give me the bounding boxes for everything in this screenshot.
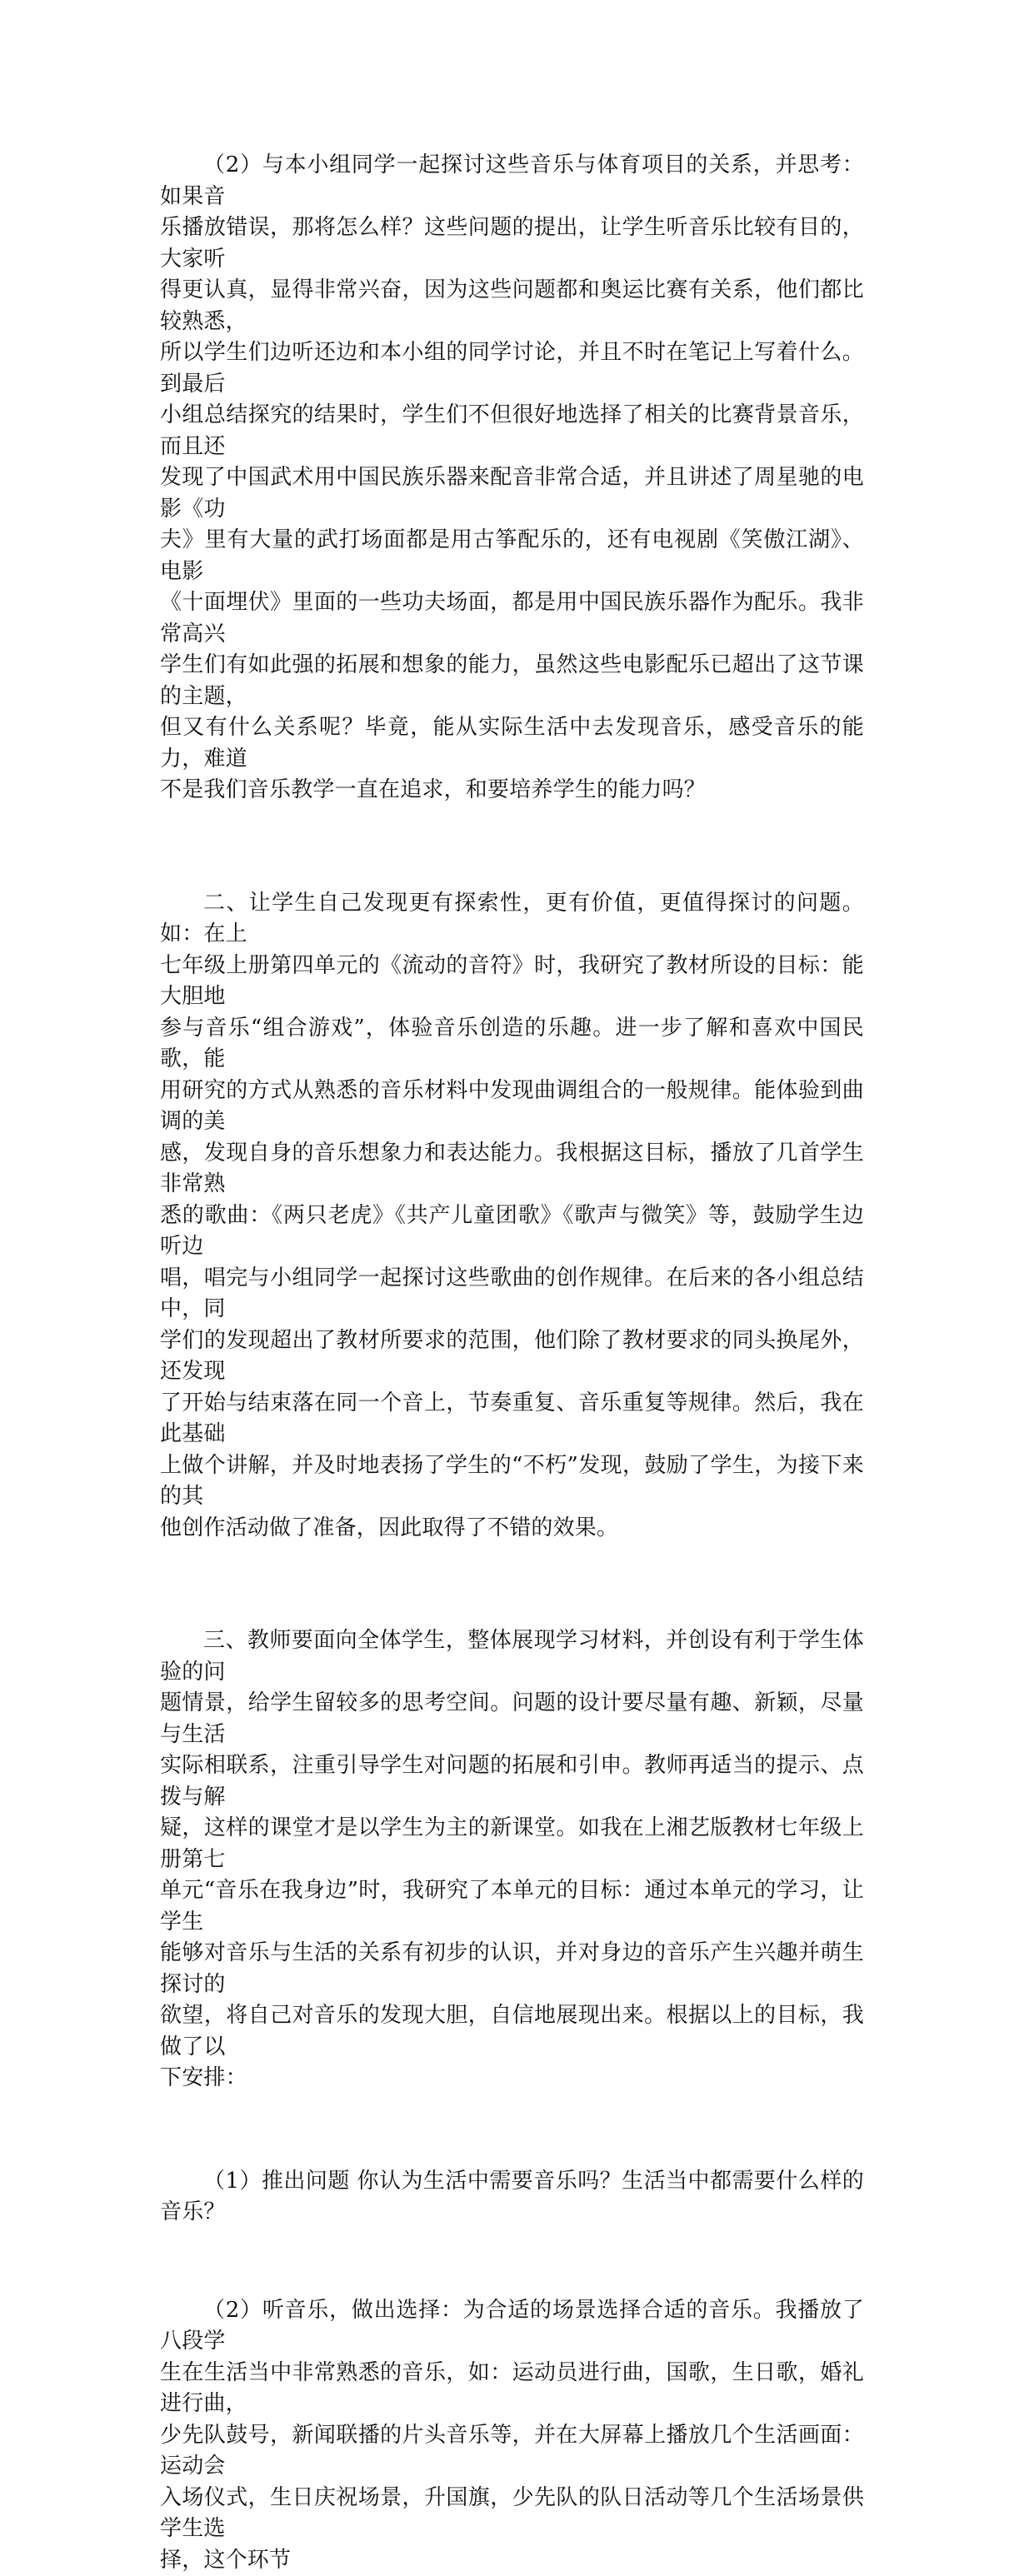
document-page (160, 150, 864, 2576)
paragraph-gap (160, 806, 864, 888)
paragraph-step-1: （1）推出问题 你认为生活中需要音乐吗？生活当中都需要什么样的音乐？ (160, 2166, 864, 2229)
paragraph-teacher-role: 三、教师要面向全体学生，整体展现学习材料，并创设有利于学生体验的问 题情景，给学生留较多的思考空间。问题的设计要尽量有趣、新颖，尽量与生活 实际相联系，注重引导学生对问题的拓展和引申。教师再适当的提示、点拨与解 疑，这样的课堂才是以学生为主的新课堂。如我在上湘艺版教材七年级上册第七 单元“音乐在我身边”时，我研究了本单元的目标：通过本单元的学习，让学生 能够对音乐与生活的关系有初步的认识，并对身边的音乐产生兴趣并萌生探讨的 欲望，将自己对音乐的发现大胆，自信地展现出来。根据以上的目标，我做了以 下安排： (160, 1625, 864, 2094)
paragraph-discovery: 二、让学生自己发现更有探索性，更有价值，更值得探讨的问题。如：在上 七年级上册第四单元的《流动的音符》时，我研究了教材所设的目标：能大胆地 参与音乐“组合游戏”，体验音乐创造的乐趣。进一步了解和喜欢中国民歌，能 用研究的方式从熟悉的音乐材料中发现曲调组合的一般规律。能体验到曲调的美 感，发现自身的音乐想象力和表达能力。我根据这目标，播放了几首学生非常熟 悉的歌曲：《两只老虎》《共产儿童团歌》《歌声与微笑》等，鼓励学生边听边 唱，唱完与小组同学一起探讨这些歌曲的创作规律。在后来的各小组总结中，同 学们的发现超出了教材所要求的范围，他们除了教材要求的同头换尾外，还发现 了开始与结束落在同一个音上，节奏重复、音乐重复等规律。然后，我在此基础 上做个讲解，并及时地表扬了学生的“不朽”发现，鼓励了学生，为接下来的其 他创作活动做了准备，因此取得了不错的效果。 (160, 888, 864, 1545)
paragraph-sports-music: （2）与本小组同学一起探讨这些音乐与体育项目的关系，并思考：如果音 乐播放错误，那将怎么样？这些问题的提出，让学生听音乐比较有目的，大家听 得更认真，显得非常兴奋，因为这些问题都和奥运比赛有关系，他们都比较熟悉， 所以学生们边听还边和本小组的同学讨论，并且不时在笔记上写着什么。到最后 小组总结探究的结果时，学生们不但很好地选择了相关的比赛背景音乐，而且还 发现了中国武术用中国民族乐器来配音非常合适，并且讲述了周星驰的电影《功 夫》里有大量的武打场面都是用古筝配乐的，还有电视剧《笑傲江湖》、电影 《十面埋伏》里面的一些功夫场面，都是用中国民族乐器作为配乐。我非常高兴 学生们有如此强的拓展和想象的能力，虽然这些电影配乐已超出了这节课的主题， 但又有什么关系呢？毕竟，能从实际生活中去发现音乐，感受音乐的能力，难道 不是我们音乐教学一直在追求，和要培养学生的能力吗？ (160, 150, 864, 806)
paragraph-gap (160, 2229, 864, 2295)
paragraph-gap (160, 2094, 864, 2166)
paragraph-gap (160, 1544, 864, 1625)
paragraph-step-2: （2）听音乐，做出选择：为合适的场景选择合适的音乐。我播放了八段学 生在生活当中非常熟悉的音乐，如：运动员进行曲，国歌，生日歌，婚礼进行曲， 少先队鼓号，新闻联播的片头音乐等，并在大屏幕上播放几个生活画面：运动会 入场仪式，生日庆祝场景，升国旗，少先队的队日活动等几个生活场景供学生选 择，这个环节 (160, 2295, 864, 2576)
